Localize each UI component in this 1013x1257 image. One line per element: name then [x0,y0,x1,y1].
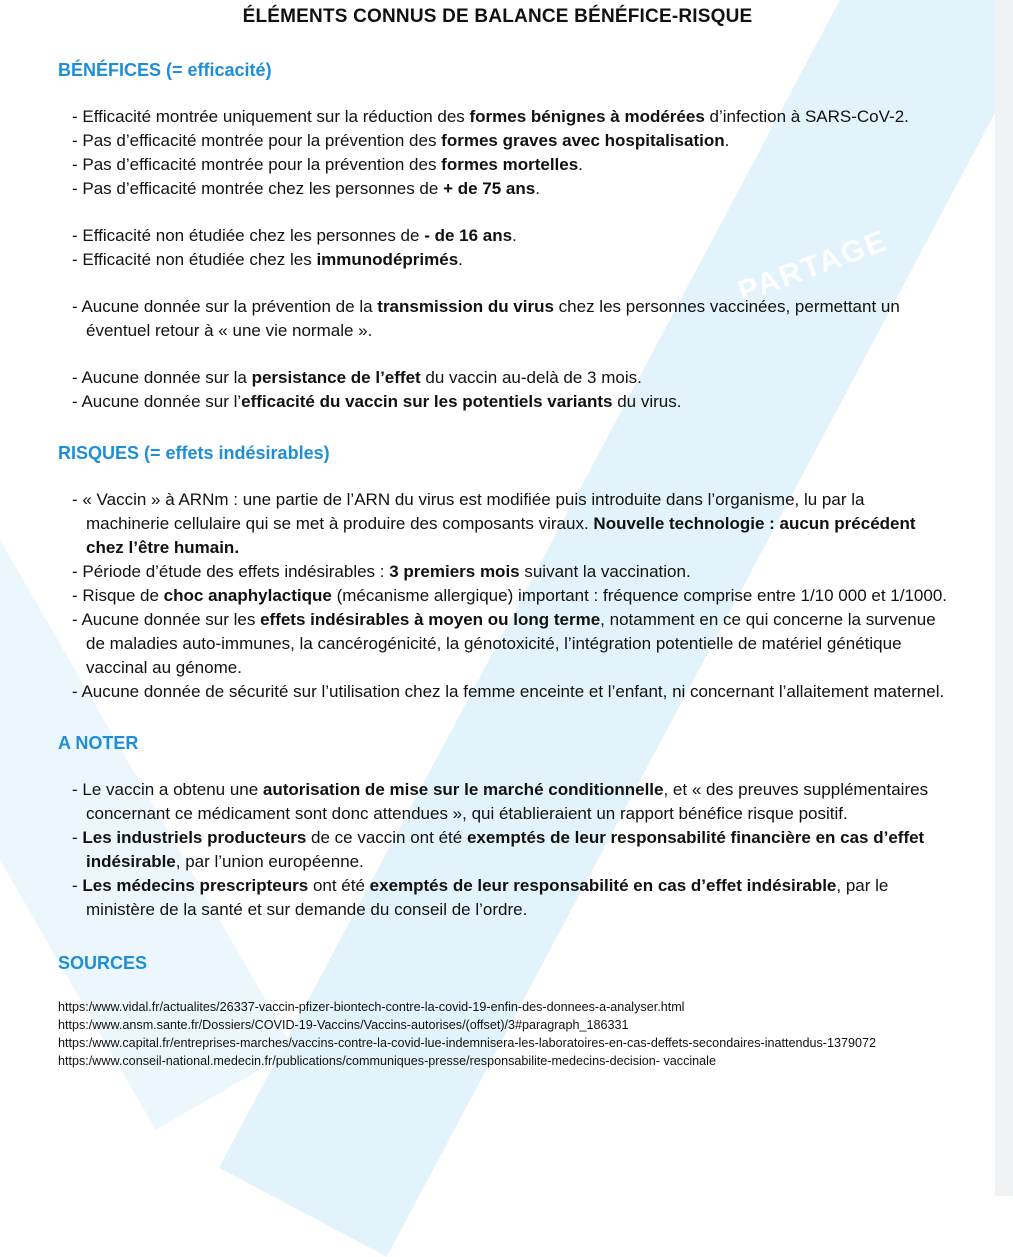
text: - Pas d’efficacité montrée pour la prévention des [72,155,442,174]
text: , par le ministère de la santé et sur demande du conseil de l’ordre. [86,876,889,919]
list-item [72,295,952,343]
list-item [72,248,952,272]
list-a-noter [72,778,952,922]
heading-a-noter: A NOTER [58,733,139,753]
list-item [72,488,952,560]
source-link[interactable]: https:/www.conseil-national.medecin.fr/publications/communiques-presse/responsabilite-medecins-decision- vaccinale [58,1054,716,1068]
bold-text: efficacité du vaccin sur les potentiels variants [241,392,613,411]
list-item [72,153,952,177]
text: . [578,155,583,174]
bold-text: formes mortelles [441,155,579,174]
sources-list [58,998,958,1070]
text: . [724,131,730,150]
bold-text: autorisation de mise sur le marché conditionnelle [262,780,664,799]
bold-text: formes graves avec hospitalisation [441,131,725,150]
text: . [512,226,517,245]
list-benefices [72,105,952,414]
text: - Aucune donnée sur la [72,368,252,387]
text: , et « des preuves supplémentaires concernant ce médicament sont donc attendues », qui établieraient un rapport bénéfice risque positif. [86,780,929,823]
text: de ce vaccin ont été [306,828,467,847]
source-link[interactable]: https:/www.capital.fr/entreprises-marches/vaccins-contre-la-covid-lue-indemnisera-les-laboratoires-en-cas-deffets-secondaires-inattendus-1379072 [58,1036,877,1050]
text: - Aucune donnée sur l’ [72,392,242,411]
text: - Efficacité non étudiée chez les personnes de [72,226,425,245]
list-item [72,366,952,390]
list-item [72,177,952,201]
text: . [458,250,463,269]
list-item [72,129,952,153]
bold-text: formes bénignes à modérées [469,107,705,126]
text: - Période d’étude des effets indésirables : [72,562,390,581]
text: - Aucune donnée sur la prévention de la [72,297,378,316]
source-link[interactable]: https:/www.vidal.fr/actualites/26337-vaccin-pfizer-biontech-contre-la-covid-19-enfin-des-donnees-a-analyser.html [58,1000,685,1014]
heading-benefices: BÉNÉFICES (= efficacité) [58,60,272,80]
list-item [72,390,952,414]
text: . [535,179,540,198]
text: - Efficacité non étudiée chez les [72,250,317,269]
source-link[interactable]: https:/www.ansm.sante.fr/Dossiers/COVID-19-Vaccins/Vaccins-autorises/(offset)/3#paragraph_186331 [58,1018,629,1032]
text: - Pas d’efficacité montrée pour la prévention des [72,131,442,150]
list-item [72,680,952,704]
text: du vaccin au-delà de 3 mois. [420,368,642,387]
bold-text: choc anaphylactique [163,586,332,605]
heading-sources: SOURCES [58,953,148,973]
list-item [72,105,952,129]
bold-text: Les médecins prescripteurs [82,876,309,895]
scrollbar-track[interactable] [995,0,1013,1196]
text: - Risque de [72,586,164,605]
text: - [72,828,83,847]
bold-text: Les industriels producteurs [82,828,307,847]
list-item [72,224,952,248]
heading-risques: RISQUES (= effets indésirables) [58,443,330,463]
list-item [72,584,952,608]
bold-text: Nouvelle technologie : aucun précédent chez l’être humain. [86,514,916,557]
list-item [72,874,952,922]
bold-text: 3 premiers mois [389,562,520,581]
text: suivant la vaccination. [519,562,691,581]
list-item [72,778,952,826]
text: ont été [308,876,370,895]
bold-text: - de 16 ans [424,226,513,245]
bold-text: + de 75 ans [443,179,536,198]
text: - Pas d’efficacité montrée chez les personnes de [72,179,444,198]
list-item [72,608,952,680]
bold-text: exemptés de leur responsabilité en cas d’effet indésirable [369,876,837,895]
list-item [72,826,952,874]
bold-text: transmission du virus [377,297,554,316]
page-title: ÉLÉMENTS CONNUS DE BALANCE BÉNÉFICE-RISQUE [242,6,753,27]
list-item [72,560,952,584]
text: du virus. [612,392,682,411]
text: - Efficacité montrée uniquement sur la réduction des [72,107,470,126]
text: (mécanisme allergique) important : fréquence comprise entre 1/10 000 et 1/1000. [331,586,948,605]
text: - [72,876,83,895]
bold-text: immunodéprimés [316,250,459,269]
text: d’infection à SARS-CoV-2. [704,107,909,126]
list-risques [72,488,952,704]
text: chez les personnes vaccinées, permettant un éventuel retour à « une vie normale ». [86,297,900,340]
bold-text: exemptés de leur responsabilité financière en cas d’effet indésirable [86,828,925,871]
text: , notamment en ce qui concerne la survenue de maladies auto-immunes, la cancérogénicité, la génotoxicité, l’intégration potentielle de matériel génétique vaccinal au génome. [86,610,936,677]
bold-text: persistance de l’effet [251,368,421,387]
text: - Aucune donnée sur les [72,610,261,629]
text: - « Vaccin » à ARNm : une partie de l’ARN du virus est modifiée puis introduite dans l’organisme, lu par la machinerie cellulaire qui se met à produire des composants viraux. [72,490,865,533]
text: , par l’union européenne. [175,852,364,871]
text: - Le vaccin a obtenu une [72,780,263,799]
text: - Aucune donnée de sécurité sur l’utilisation chez la femme enceinte et l’enfant, ni concernant l’allaitement maternel. [72,682,945,701]
bold-text: effets indésirables à moyen ou long terme [260,610,601,629]
watermark-text: PARTAGE [733,224,892,309]
